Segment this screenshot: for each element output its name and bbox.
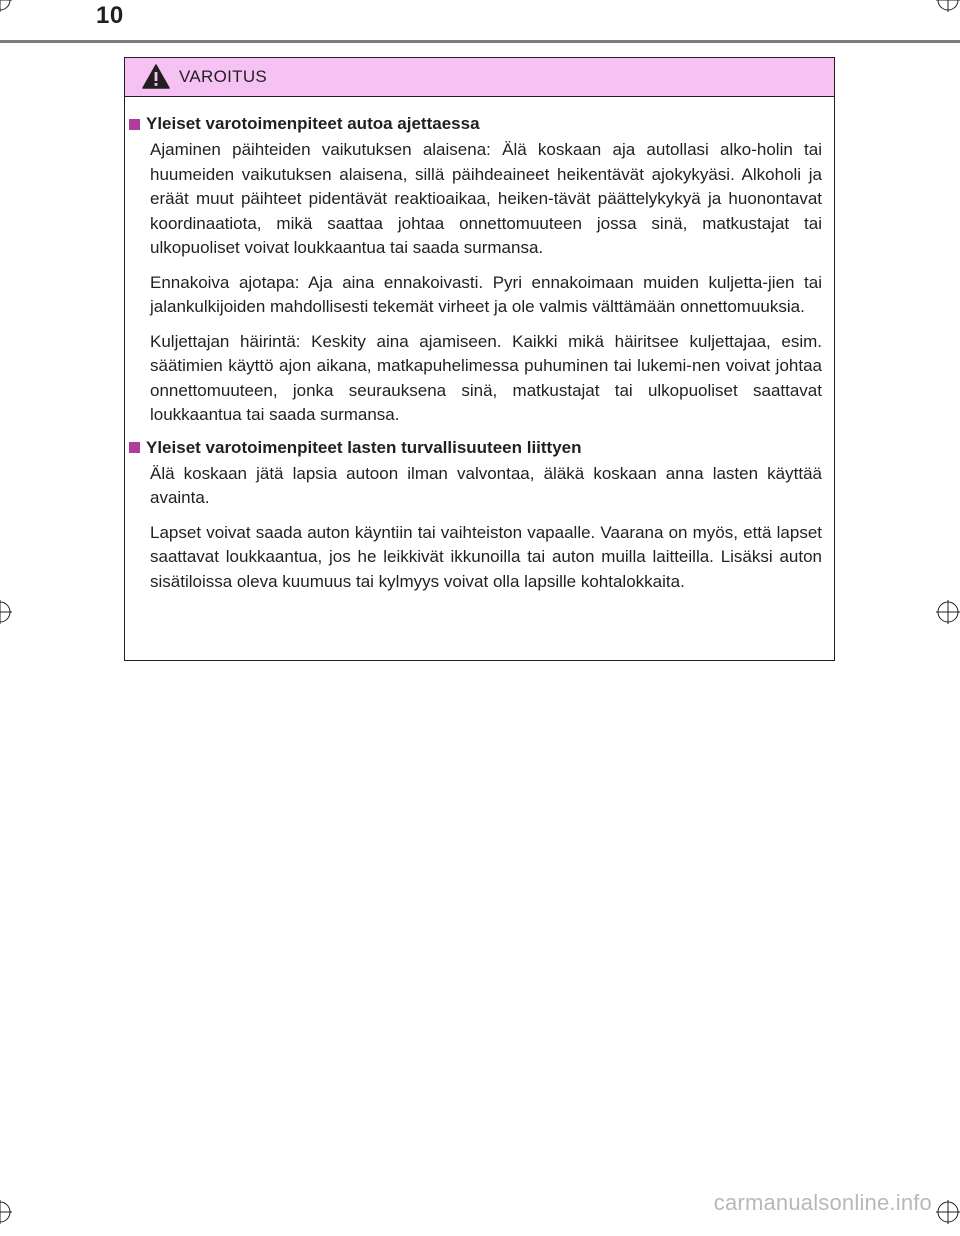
paragraph: Kuljettajan häirintä: Keskity aina ajamiseen. Kaikki mikä häiritsee kuljettajaa, esim. säätimien käyttö ajon aikana, matkapuhelimessa puhuminen tai lukemi-nen voivat johtaa onnettomuuteen, jonka seurauksena sinä, matkustajat tai ulkopuoliset saattavat loukkaantua tai saada surmansa.	[150, 331, 822, 424]
crop-mark-icon	[0, 600, 24, 636]
paragraph: Ennakoiva ajotapa: Aja aina ennakoivasti. Pyri ennakoimaan muiden kuljetta-jien tai jalankulkijoiden mahdollisesti tekemät virheet ja ole valmis välttämään onnettomuuksia.	[150, 272, 822, 316]
warning-title: VAROITUS	[179, 67, 268, 86]
crop-mark-icon	[0, 0, 24, 24]
paragraph: Lapset voivat saada auton käyntiin tai vaihteiston vapaalle. Vaarana on myös, että lapset saattavat loukkaantua, jos he leikkivät ikkunoilla tai auton muilla laitteilla. Lisäksi auton sisätiloissa oleva kuumuus tai kylmyys voivat olla lapsille kohtalokkaita.	[150, 522, 822, 591]
square-bullet-icon	[129, 119, 140, 130]
crop-mark-icon	[936, 1200, 960, 1236]
section-heading-text: Yleiset varotoimenpiteet lasten turvallisuuteen liittyen	[146, 437, 582, 457]
header-rule	[0, 40, 960, 43]
crop-mark-icon	[936, 0, 960, 24]
page-number: 10	[96, 2, 124, 29]
section-heading	[129, 112, 822, 136]
paragraph: Älä koskaan jätä lapsia autoon ilman valvontaa, äläkä koskaan anna lasten käyttää avainta.	[150, 463, 822, 507]
warning-body	[125, 97, 834, 594]
watermark: carmanualsonline.info	[713, 1190, 932, 1215]
square-bullet-icon	[129, 442, 140, 453]
warning-header	[125, 58, 834, 97]
crop-mark-icon	[936, 600, 960, 636]
crop-mark-icon	[0, 1200, 24, 1236]
warning-box	[124, 57, 835, 661]
paragraph: Ajaminen päihteiden vaikutuksen alaisena: Älä koskaan aja autollasi alko-holin tai huumeiden vaikutuksen alaisena, sillä päihdeaineet heikentävät ajokykyäsi. Alkoholi ja eräät muut päihteet pidentävät reaktioaikaa, heiken-tävät päättelykykyä ja huonontavat koordinaatiota, mikä saattaa johtaa onnettomuuteen jossa sinä, matkustajat tai ulkopuoliset voivat loukkaantua tai saada surmansa.	[150, 140, 822, 257]
warning-triangle-icon	[142, 64, 170, 89]
section-heading	[129, 436, 822, 460]
section-heading-text: Yleiset varotoimenpiteet autoa ajettaessa	[146, 114, 480, 133]
